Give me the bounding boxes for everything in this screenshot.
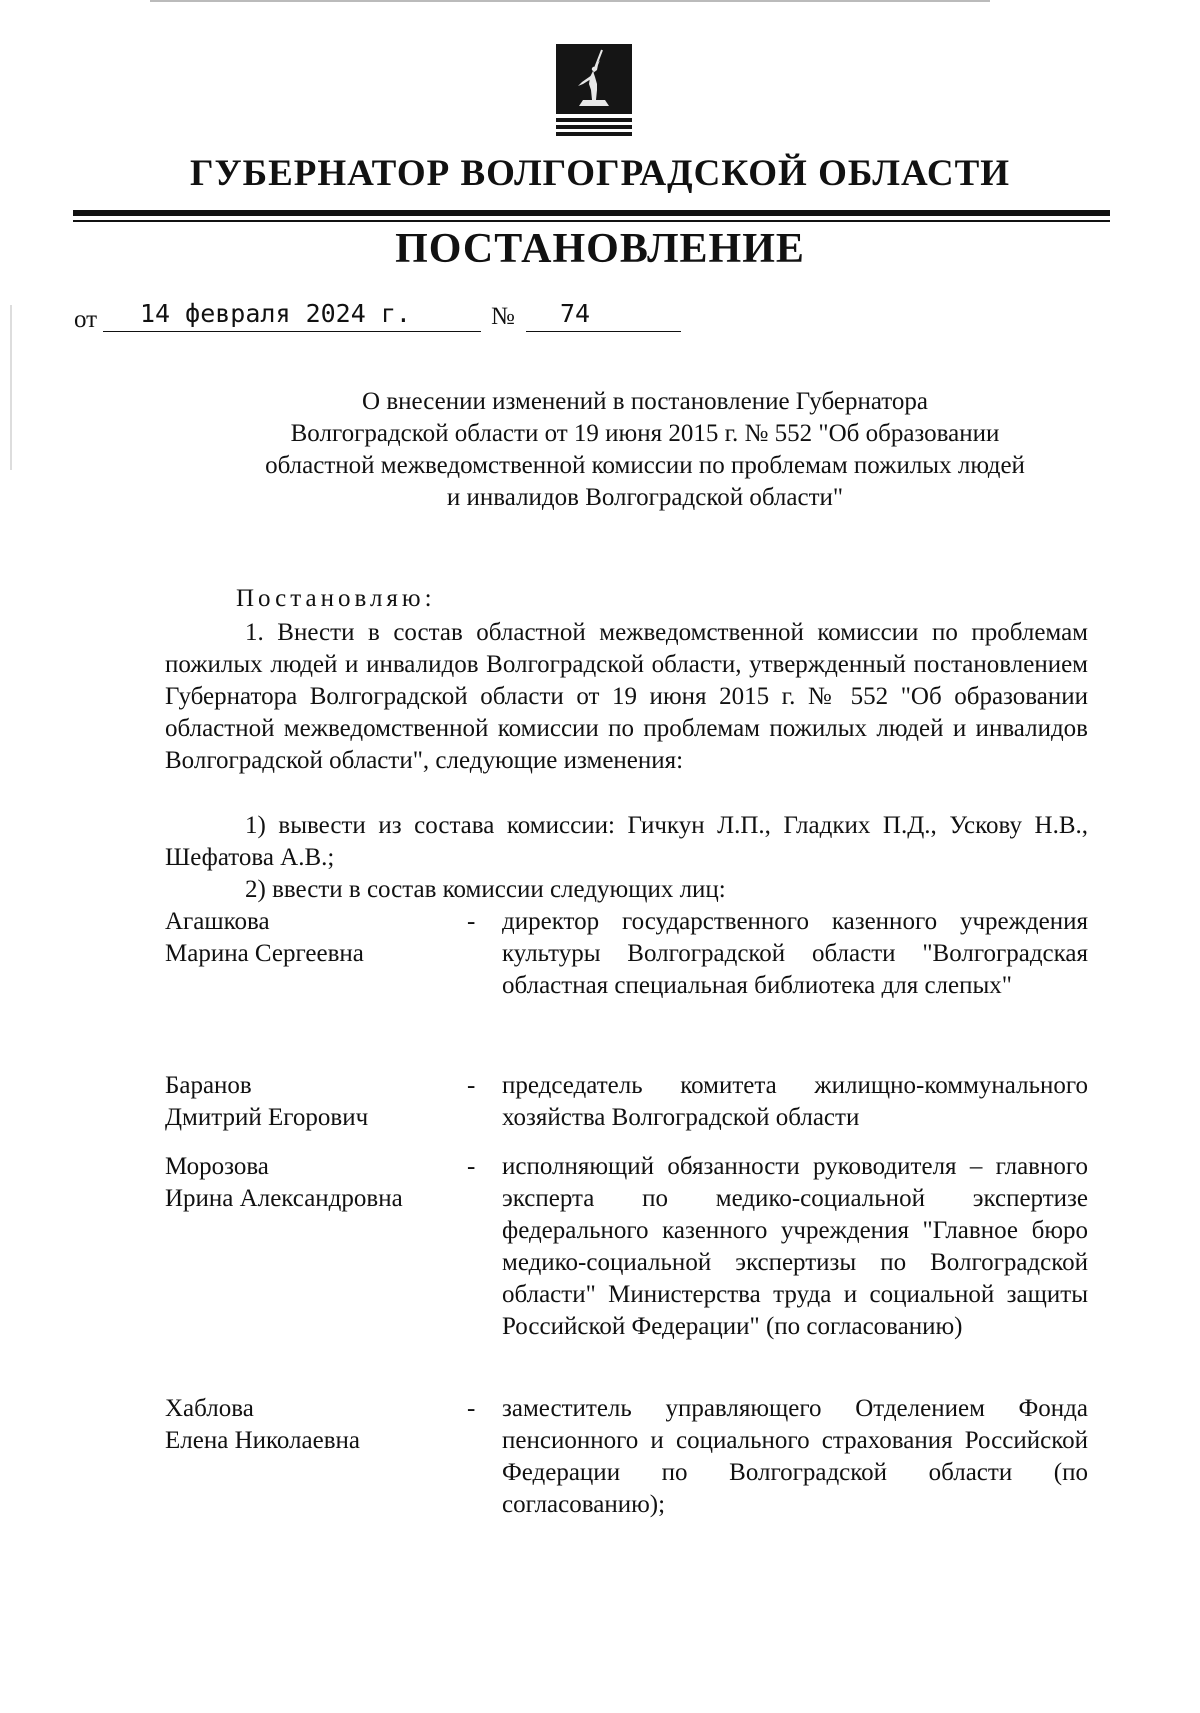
document-subject <box>150 386 1140 514</box>
document-date: 14 февраля 2024 г. <box>140 299 411 328</box>
member-dash: - <box>467 1153 476 1180</box>
number-prefix: № <box>491 303 515 330</box>
member-position: директор государственного казенного учреждения культуры Волгоградской области "Волгоградская областная специальная библиотека для слепых" <box>502 908 1088 999</box>
member-name <box>165 1070 465 1134</box>
member-given-names: Елена Николаевна <box>165 1427 360 1454</box>
header-rule-thin <box>73 220 1110 222</box>
document-type-title: ПОСТАНОВЛЕНИЕ <box>395 226 805 272</box>
subject-line: О внесении изменений в постановление Губернатора <box>362 388 928 415</box>
member-surname: Баранов <box>165 1072 252 1099</box>
item-1-remove-members: 1) вывести из состава комиссии: Гичкун Л.П., Гладких П.Д., Ускову Н.В., Шефатова А.В.; <box>165 812 1088 871</box>
date-underline <box>103 331 481 332</box>
member-name <box>165 1393 465 1457</box>
member-position: председатель комитета жилищно-коммунального хозяйства Волгоградской области <box>502 1072 1088 1131</box>
item-2-add-members: 2) ввести в состав комиссии следующих лиц: <box>245 876 726 903</box>
member-name <box>165 906 465 970</box>
number-underline <box>526 331 681 332</box>
document-number: 74 <box>560 299 591 328</box>
scan-top-edge-line <box>150 0 990 2</box>
volgograd-motherland-emblem-icon <box>556 44 632 139</box>
authority-title: ГУБЕРНАТОР ВОЛГОГРАДСКОЙ ОБЛАСТИ <box>189 153 1011 194</box>
date-prefix: от <box>74 306 98 333</box>
header-rule-thick <box>73 210 1110 216</box>
paragraph-1: 1. Внести в состав областной межведомственной комиссии по проблемам пожилых людей и инвалидов Волгоградской области, утвержденный постановлением Губернатора Волгоградской области от 19 июня 2015 г. № 552 "Об образовании областной межведомственной комиссии по проблемам пожилых людей и инвалидов Волгоградской области", следующие изменения: <box>165 619 1088 774</box>
member-position: заместитель управляющего Отделением Фонда пенсионного и социального страхования Российской Федерации по Волгоградской области (по согласованию); <box>502 1395 1088 1518</box>
member-given-names: Ирина Александровна <box>165 1185 403 1212</box>
member-dash: - <box>467 1072 476 1099</box>
member-surname: Морозова <box>165 1153 269 1180</box>
subject-line: областной межведомственной комиссии по проблемам пожилых людей <box>265 452 1025 479</box>
member-dash: - <box>467 908 476 935</box>
subject-line: и инвалидов Волгоградской области" <box>446 484 844 511</box>
member-given-names: Дмитрий Егорович <box>165 1104 369 1131</box>
member-dash: - <box>467 1395 476 1422</box>
subject-line: Волгоградской области от 19 июня 2015 г. № 552 "Об образовании <box>290 420 1000 447</box>
member-given-names: Марина Сергеевна <box>165 940 364 967</box>
member-surname: Хаблова <box>165 1395 254 1422</box>
scan-margin-mark <box>10 305 12 470</box>
member-name <box>165 1151 465 1215</box>
member-position: исполняющий обязанности руководителя – главного эксперта по медико-социальной экспертизе федерального казенного учреждения "Главное бюро медико-социальной экспертизы по Волгоградской области" Министерства труда и социальной защиты Российской Федерации" (по согласованию) <box>502 1153 1088 1340</box>
resolve-word: Постановляю: <box>236 585 436 612</box>
member-surname: Агашкова <box>165 908 270 935</box>
